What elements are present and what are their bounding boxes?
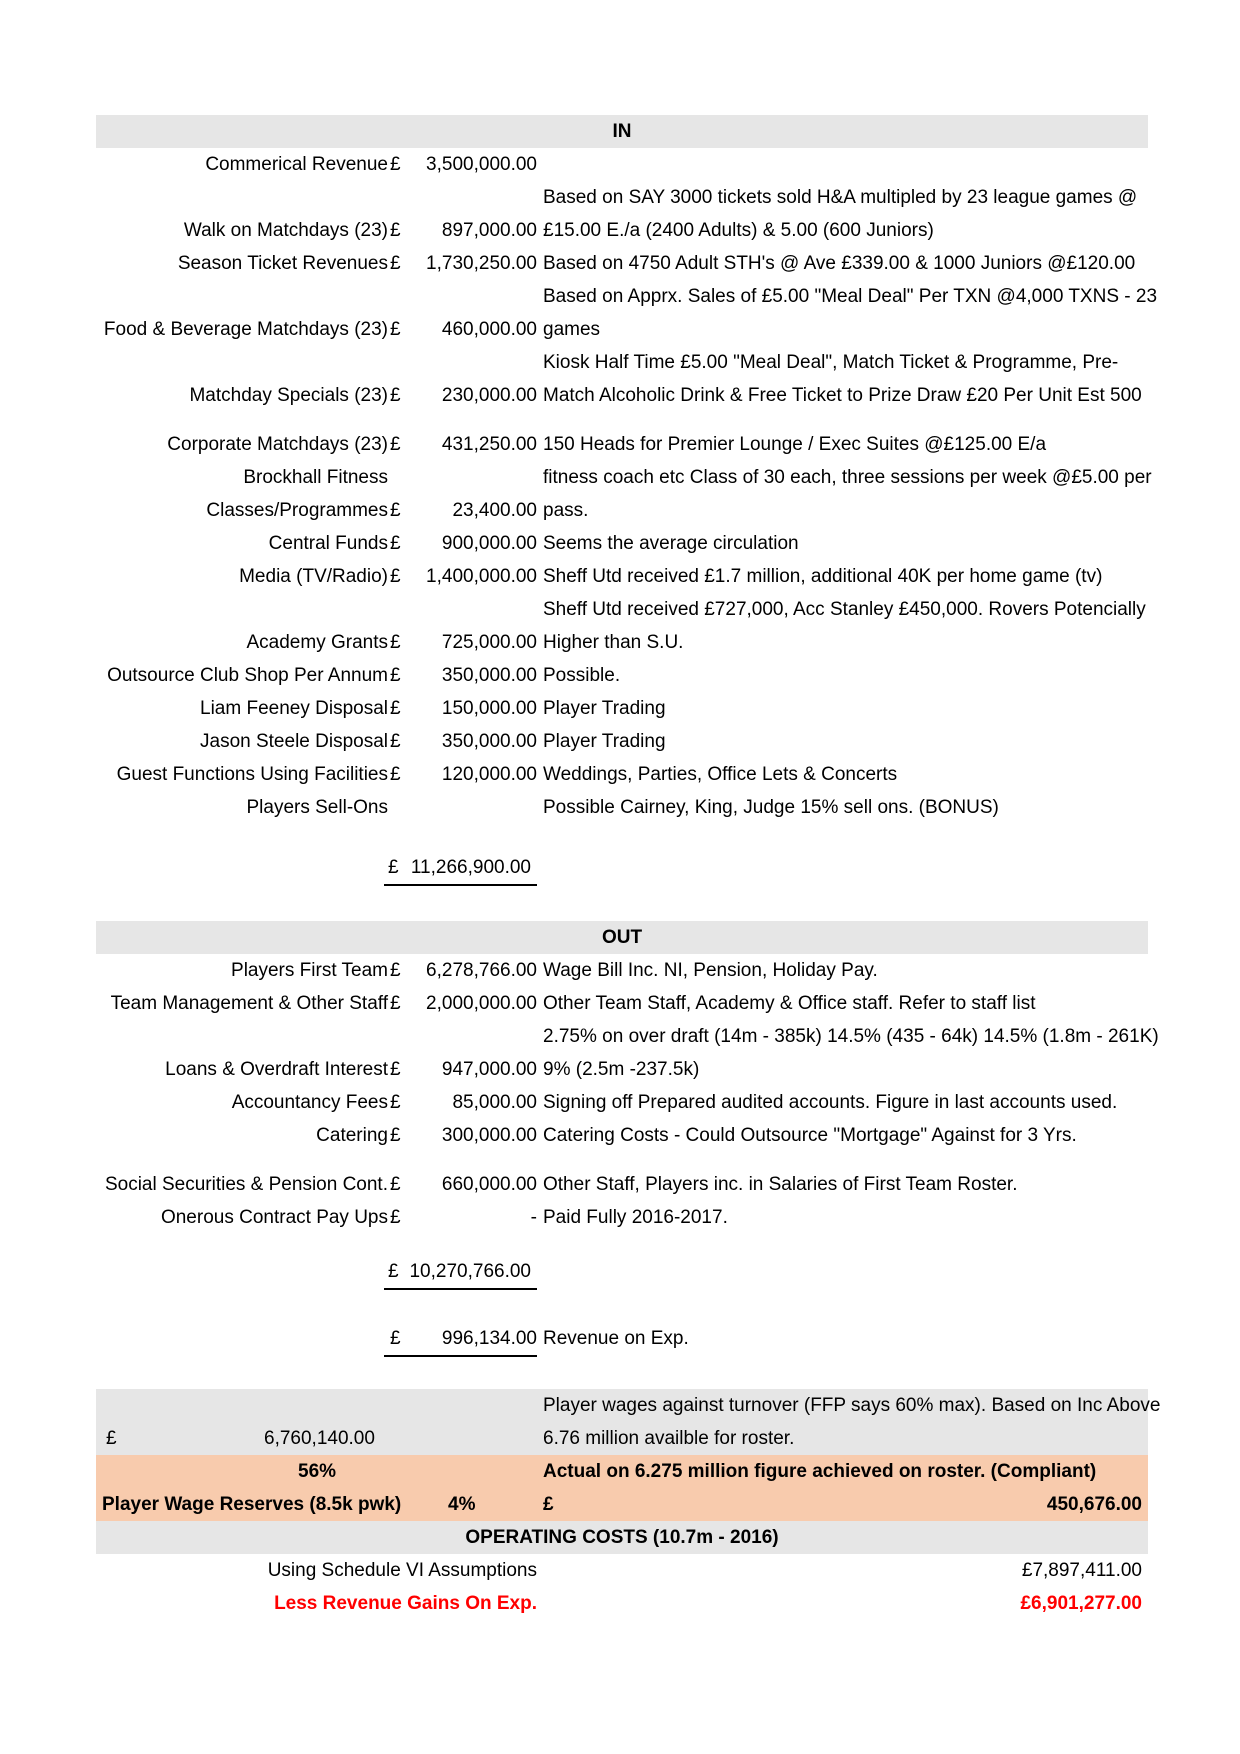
in-note-line1: Based on Apprx. Sales of £5.00 "Meal Deal" Per TXN @4,000 TXNS - 23 xyxy=(543,286,1158,307)
out-note-text: Catering Costs - Could Outsource "Mortgage" Against for 3 Yrs. xyxy=(543,1125,1077,1146)
out-amount-value: 85,000.00 xyxy=(452,1092,537,1113)
in-line-label: Central Funds xyxy=(268,533,388,554)
in-note-line1: Kiosk Half Time £5.00 "Meal Deal", Match Ticket & Programme, Pre- xyxy=(543,352,1119,373)
in-amount-value: 350,000.00 xyxy=(441,731,537,752)
out-line-label: Team Management & Other Staff xyxy=(110,993,388,1014)
in-total-currency: £ xyxy=(388,857,399,878)
operating-costs-header: OPERATING COSTS (10.7m - 2016) xyxy=(96,1521,1148,1554)
out-line-label: Players First Team xyxy=(231,960,388,981)
in-row xyxy=(96,725,1148,758)
in-currency-symbol: £ xyxy=(390,632,401,653)
out-note-line1: 2.75% on over draft (14m - 385k) 14.5% (435 - 64k) 14.5% (1.8m - 261K) xyxy=(543,1026,1159,1047)
in-currency-symbol: £ xyxy=(390,319,401,340)
in-row xyxy=(96,692,1148,725)
revenue-amount: 996,134.00 xyxy=(441,1328,537,1349)
in-note-text: £15.00 E./a (2400 Adults) & 5.00 (600 Juniors) xyxy=(543,220,934,241)
out-row xyxy=(96,1020,1159,1086)
out-amount-value: - xyxy=(530,1207,537,1228)
revenue-note: Revenue on Exp. xyxy=(543,1328,689,1349)
in-note-text: Player Trading xyxy=(543,731,666,752)
in-currency-symbol: £ xyxy=(390,731,401,752)
in-amount-value: 431,250.00 xyxy=(441,434,537,455)
reserves-currency: £ xyxy=(543,1494,554,1515)
in-line-label: Season Ticket Revenues xyxy=(177,253,388,274)
out-note-text: Signing off Prepared audited accounts. Figure in last accounts used. xyxy=(543,1092,1118,1113)
out-amount-value: 947,000.00 xyxy=(441,1059,537,1080)
in-line-label: Food & Beverage Matchdays (23) xyxy=(103,319,388,340)
out-currency-symbol: £ xyxy=(390,960,401,981)
in-row xyxy=(96,346,1148,412)
schedule-amount: £7,897,411.00 xyxy=(1021,1560,1142,1581)
out-amount-value: 2,000,000.00 xyxy=(426,993,537,1014)
in-line-label: Liam Feeney Disposal xyxy=(200,698,388,719)
in-total-amount: 11,266,900.00 xyxy=(410,857,531,878)
in-row xyxy=(96,560,1148,593)
reserves-pct: 4% xyxy=(448,1494,476,1515)
out-total-amount: 10,270,766.00 xyxy=(409,1261,531,1282)
reserves-row xyxy=(96,1488,1148,1521)
in-row xyxy=(96,412,1148,461)
in-currency-symbol: £ xyxy=(390,253,401,274)
ffp-row xyxy=(96,1389,1161,1455)
out-total-currency: £ xyxy=(388,1261,399,1282)
out-row xyxy=(96,954,1148,987)
in-row xyxy=(96,461,1152,494)
out-row xyxy=(96,1086,1148,1119)
in-section-header: IN xyxy=(96,115,1148,148)
actual-pct-row xyxy=(96,1455,1148,1488)
in-line-label: Classes/Programmes xyxy=(206,500,388,521)
in-currency-symbol: £ xyxy=(390,500,401,521)
less-revenue-label: Less Revenue Gains On Exp. xyxy=(274,1593,537,1614)
out-line-label: Onerous Contract Pay Ups xyxy=(160,1207,388,1228)
out-amount-value: 300,000.00 xyxy=(441,1125,537,1146)
revenue-currency: £ xyxy=(390,1328,401,1349)
revenue-underline xyxy=(384,1355,537,1357)
in-currency-symbol: £ xyxy=(390,385,401,406)
in-row xyxy=(96,527,1148,560)
in-line-label: Corporate Matchdays (23) xyxy=(167,434,388,455)
out-note-text: Other Staff, Players inc. in Salaries of First Team Roster. xyxy=(543,1174,1018,1195)
out-line-label: Social Securities & Pension Cont. xyxy=(104,1174,388,1195)
in-note-text: Higher than S.U. xyxy=(543,632,684,653)
in-currency-symbol: £ xyxy=(390,566,401,587)
out-total xyxy=(384,1255,537,1290)
in-line-label: Players Sell-Ons xyxy=(246,797,388,818)
schedule-row xyxy=(96,1554,1148,1587)
out-currency-symbol: £ xyxy=(390,1174,401,1195)
in-amount-value: 460,000.00 xyxy=(441,319,537,340)
in-note-text: Possible Cairney, King, Judge 15% sell ons. (BONUS) xyxy=(543,797,999,818)
revenue-on-exp-row xyxy=(96,1322,1148,1355)
out-line-label: Accountancy Fees xyxy=(231,1092,388,1113)
in-note-text: fitness coach etc Class of 30 each, three sessions per week @£5.00 per xyxy=(543,467,1152,488)
in-note-text: Seems the average circulation xyxy=(543,533,799,554)
in-line-label: Brockhall Fitness xyxy=(243,467,388,488)
less-revenue-amount: £6,901,277.00 xyxy=(1020,1593,1142,1614)
in-note-text: games xyxy=(543,319,601,340)
out-row xyxy=(96,1119,1148,1152)
out-row xyxy=(96,987,1148,1020)
in-amount-value: 1,730,250.00 xyxy=(426,253,537,274)
out-section-header: OUT xyxy=(96,921,1148,954)
in-row xyxy=(96,280,1158,346)
ffp-note-line1: Player wages against turnover (FFP says 60% max). Based on Inc Above xyxy=(543,1395,1161,1416)
in-amount-value: 900,000.00 xyxy=(441,533,537,554)
in-amount-value: 725,000.00 xyxy=(441,632,537,653)
in-note-text: Player Trading xyxy=(543,698,666,719)
less-revenue-row xyxy=(96,1587,1148,1620)
in-row xyxy=(96,494,1148,527)
in-currency-symbol: £ xyxy=(390,434,401,455)
reserves-label: Player Wage Reserves (8.5k pwk) xyxy=(102,1494,402,1515)
ffp-currency: £ xyxy=(106,1428,117,1449)
in-note-line1: Based on SAY 3000 tickets sold H&A multipled by 23 league games @ xyxy=(543,187,1138,208)
out-note-text: Wage Bill Inc. NI, Pension, Holiday Pay. xyxy=(543,960,878,981)
in-row xyxy=(96,758,1148,791)
out-row xyxy=(96,1201,1148,1234)
in-row xyxy=(96,593,1148,659)
out-amount-value: 6,278,766.00 xyxy=(426,960,537,981)
in-currency-symbol: £ xyxy=(390,533,401,554)
in-currency-symbol: £ xyxy=(390,154,401,175)
out-amount-value: 660,000.00 xyxy=(441,1174,537,1195)
in-amount-value: 350,000.00 xyxy=(441,665,537,686)
out-currency-symbol: £ xyxy=(390,1125,401,1146)
in-row xyxy=(96,247,1148,280)
out-note-text: Other Team Staff, Academy & Office staff. Refer to staff list xyxy=(543,993,1036,1014)
out-row xyxy=(96,1152,1148,1201)
in-note-text: Possible. xyxy=(543,665,621,686)
in-line-label: Academy Grants xyxy=(246,632,388,653)
out-note-text: 9% (2.5m -237.5k) xyxy=(543,1059,700,1080)
in-note-text: Sheff Utd received £1.7 million, additional 40K per home game (tv) xyxy=(543,566,1103,587)
in-amount-value: 23,400.00 xyxy=(452,500,537,521)
out-currency-symbol: £ xyxy=(390,1207,401,1228)
out-currency-symbol: £ xyxy=(390,1092,401,1113)
in-amount-value: 150,000.00 xyxy=(441,698,537,719)
in-line-label: Outsource Club Shop Per Annum xyxy=(107,665,388,686)
in-amount-value: 1,400,000.00 xyxy=(426,566,537,587)
in-note-text: Weddings, Parties, Office Lets & Concerts xyxy=(543,764,898,785)
in-currency-symbol: £ xyxy=(390,220,401,241)
actual-pct: 56% xyxy=(298,1461,337,1482)
in-line-label: Matchday Specials (23) xyxy=(189,385,388,406)
in-row xyxy=(96,148,1148,181)
in-row xyxy=(96,791,1148,824)
ffp-amount: 6,760,140.00 xyxy=(264,1428,375,1449)
in-note-text: pass. xyxy=(543,500,589,521)
out-line-label: Catering xyxy=(316,1125,388,1146)
out-currency-symbol: £ xyxy=(390,993,401,1014)
finance-sheet xyxy=(96,0,1161,1754)
in-line-label: Guest Functions Using Facilities xyxy=(116,764,388,785)
in-line-label: Commerical Revenue xyxy=(205,154,388,175)
out-note-text: Paid Fully 2016-2017. xyxy=(543,1207,728,1228)
in-total xyxy=(384,851,537,886)
in-row xyxy=(96,181,1148,247)
in-note-text: Based on 4750 Adult STH's @ Ave £339.00 & 1000 Juniors @£120.00 xyxy=(543,253,1136,274)
in-amount-value: 897,000.00 xyxy=(441,220,537,241)
in-line-label: Jason Steele Disposal xyxy=(200,731,388,752)
in-note-text: 150 Heads for Premier Lounge / Exec Suites @£125.00 E/a xyxy=(543,434,1047,455)
out-currency-symbol: £ xyxy=(390,1059,401,1080)
in-note-text: Match Alcoholic Drink & Free Ticket to Prize Draw £20 Per Unit Est 500 xyxy=(543,385,1142,406)
in-currency-symbol: £ xyxy=(390,665,401,686)
in-note-line1: Sheff Utd received £727,000, Acc Stanley £450,000. Rovers Potencially xyxy=(543,599,1146,620)
schedule-label: Using Schedule VI Assumptions xyxy=(267,1560,537,1581)
in-line-label: Walk on Matchdays (23) xyxy=(183,220,388,241)
in-amount-value: 230,000.00 xyxy=(441,385,537,406)
in-amount-value: 120,000.00 xyxy=(441,764,537,785)
ffp-note-line2: 6.76 million availble for roster. xyxy=(543,1428,795,1449)
reserves-amount: 450,676.00 xyxy=(1046,1494,1142,1515)
in-amount-value: 3,500,000.00 xyxy=(426,154,537,175)
in-row xyxy=(96,659,1148,692)
out-line-label: Loans & Overdraft Interest xyxy=(165,1059,388,1080)
actual-pct-note: Actual on 6.275 million figure achieved on roster. (Compliant) xyxy=(543,1461,1097,1482)
in-currency-symbol: £ xyxy=(390,698,401,719)
in-line-label: Media (TV/Radio) xyxy=(239,566,388,587)
in-currency-symbol: £ xyxy=(390,764,401,785)
